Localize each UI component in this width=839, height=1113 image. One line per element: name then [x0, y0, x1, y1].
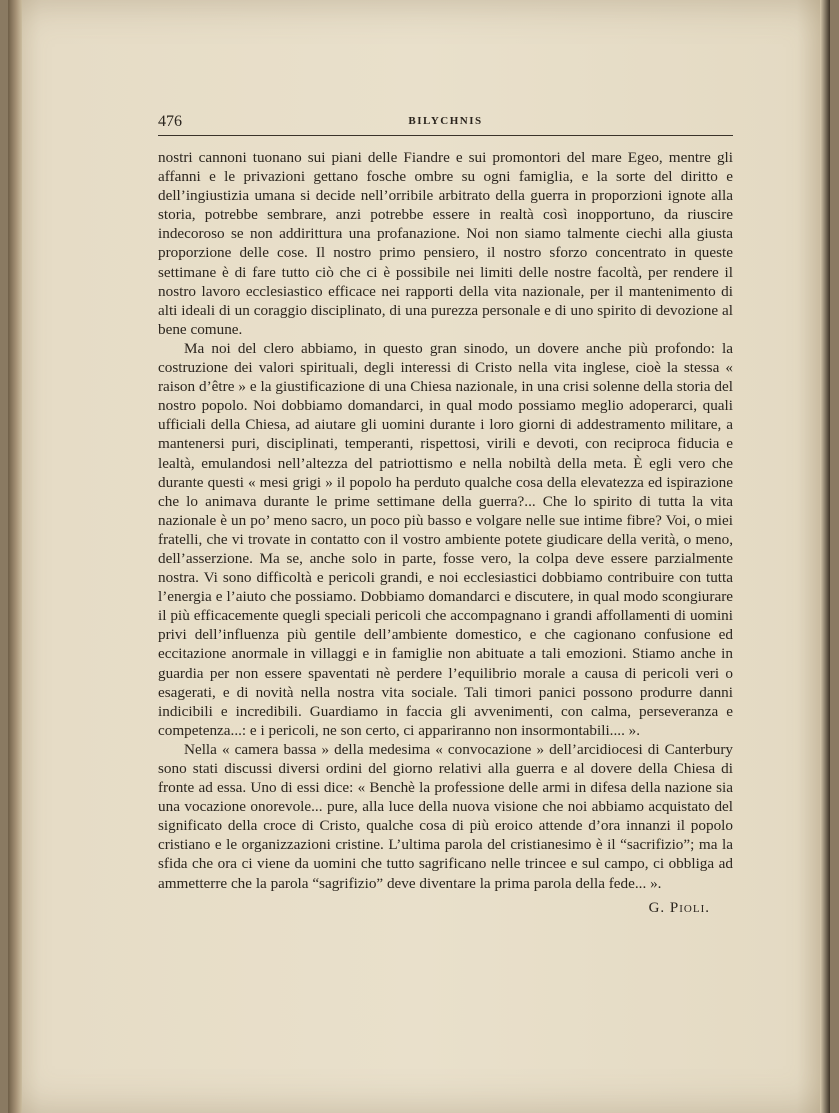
book-page: [8, 0, 830, 1113]
running-head: BILYCHNIS: [408, 115, 483, 127]
page-binding-shadow: [8, 0, 22, 1113]
paragraph: nostri cannoni tuonano sui piani delle Fiandre e sui promontori del mare Egeo, mentre gli affanni e le privazioni gettano fosche ombre su ogni famiglia, e la sorte del diritto e dell’ingiustizia umana si decide nell’orribile arbitrato della guerra in proporzioni ignote alla storia, potrebbe sembrare, anzi potrebbe essere in realtà così inopportuno, da riuscire indecoroso se non addirittura una profanazione. Noi non siamo talmente ciechi alla giusta proporzione delle cose. Il nostro primo pensiero, il nostro sforzo concentrato in queste settimane è di fare tutto ciò che ci è possibile nei limiti delle nostre facoltà, per rendere il nostro lavoro ecclesiastico efficace nei rapporti della vita nazionale, per il mantenimento di alti ideali di un coraggio disciplinato, di una purezza personale e di uno spirito di devozione al bene comune.: [158, 149, 733, 338]
author-signature: G. Pioli.: [648, 900, 710, 916]
body-text: [158, 148, 733, 893]
paragraph: Ma noi del clero abbiamo, in questo gran sinodo, un dovere anche più profondo: la costruzione dei valori spirituali, degli interessi di Cristo nella vita inglese, cioè la stessa « raison d’être » e la giustificazione di una Chiesa nazionale, in una crisi solenne della storia del nostro popolo. Noi dobbiamo domandarci, in qual modo possiamo meglio adoperarci, quali ufficiali della Chiesa, ad aiutare gli uomini durante i loro giorni di addestramento militare, a mantenersi puri, disciplinati, temperanti, rispettosi, virili e devoti, con reciproca fiducia e lealtà, emulandosi nell’altezza del patriottismo e nella nobiltà della meta. È egli vero che durante questi « mesi grigi » il popolo ha perduto qualche cosa della elevatezza ed ispirazione che lo animava durante le prime settimane della guerra?... Che lo spirito di tutta la vita nazionale è un po’ meno sacro, un poco più basso e volgare nelle sue intime fibre? Voi, o miei fratelli, che vi trovate in contatto con il vostro ambiente potete giudicare della verità, o meno, dell’asserzione. Ma se, anche solo in parte, fosse vero, la colpa deve essere parzialmente nostra. Vi sono difficoltà e pericoli grandi, e noi ecclesiastici dobbiamo contribuire con tutta l’energia e l’aiuto che possiamo. Dobbiamo domandarci e discutere, in qual modo scongiurare il più efficacemente quegli speciali pericoli che accompagnano i grandi affollamenti di uomini privi dell’influenza più gentile dell’ambiente domestico, e che cagionano confusione ed eccitazione anormale in villaggi e in famiglie non abituate a tali emozioni. Stiamo anche in guardia per non essere spaventati nè perdere l’equilibrio morale a causa di pericoli veri o esagerati, e di novità nella nostra vita sociale. Tali timori panici possono produrre danni indicibili e incredibili. Guardiamo in faccia gli avvenimenti, con calma, perseveranza e competenza...: e i pericoli, ne son certo, ci appariranno non insormontabili.... ».: [158, 339, 733, 739]
paragraph: Nella « camera bassa » della medesima « convocazione » dell’arcidiocesi di Canterbury sono stati discussi diversi ordini del giorno relativi alla guerra e al dovere della Chiesa di fronte ad essa. Uno di essi dice: « Benchè la professione delle armi in difesa della nazione sia una vocazione onorevole... pure, alla luce della nuova visione che noi abbiamo acquistato del significato della croce di Cristo, qualche cosa di più eroico attende d’ora innanzi il popolo cristiano e le organizzazioni cristine. L’ultima parola del cristianesimo è il “sacrifizio”; ma la sfida che ora ci viene da uomini che tutto sagrificano nelle trincee e sul campo, ci obbliga ad ammetterre che la parola “sagrifizio” deve diventare la prima parola della fede... ».: [158, 740, 733, 892]
page-edge-shadow: [820, 0, 830, 1113]
page-number: 476: [158, 113, 182, 130]
page-header: [158, 113, 733, 136]
